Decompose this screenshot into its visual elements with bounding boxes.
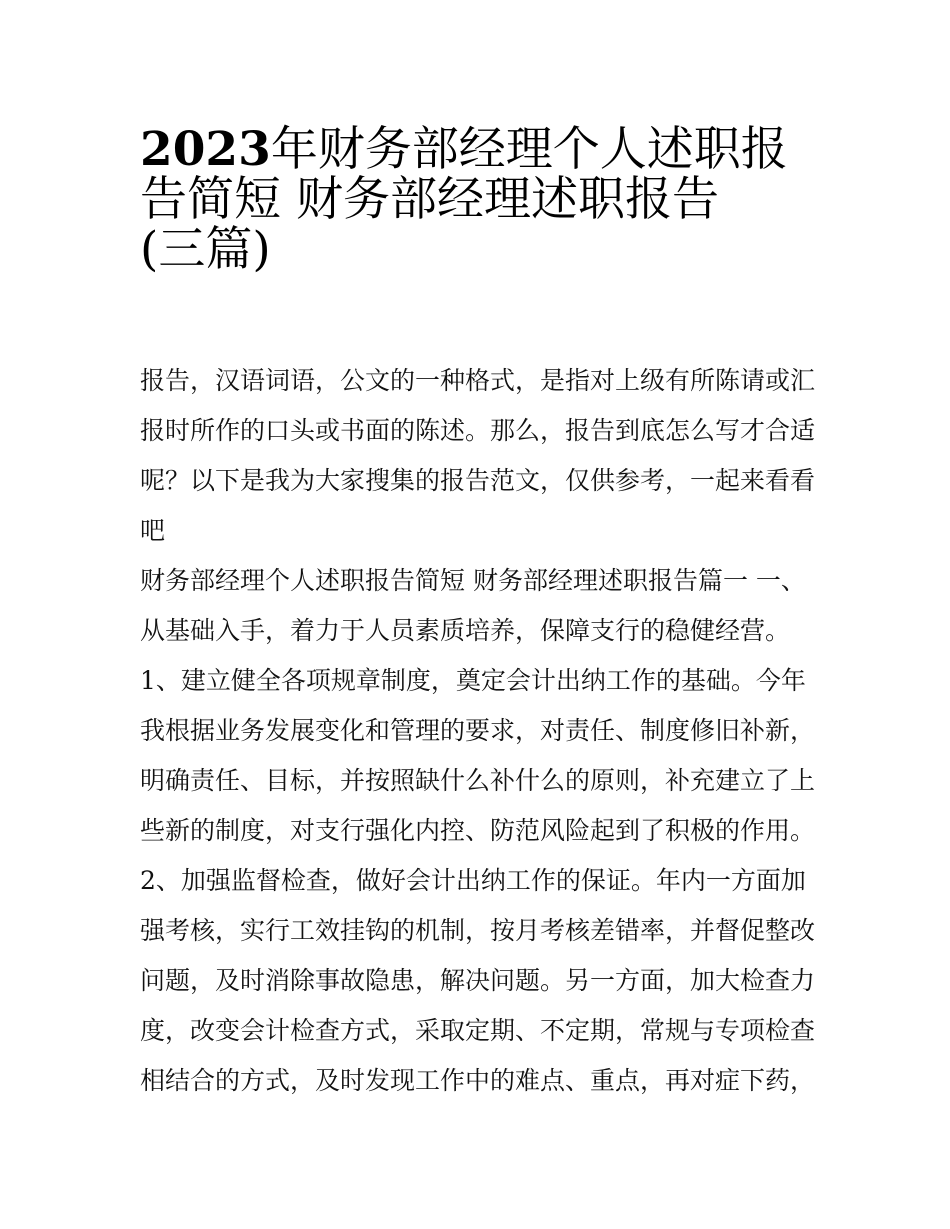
body-line: 2、加强监督检查，做好会计出纳工作的保证。年内一方面加 [140, 866, 806, 895]
body-line: 强考核，实行工效挂钩的机制，按月考核差错率，并督促整改 [140, 916, 816, 945]
body-line: 我根据业务发展变化和管理的要求，对责任、制度修旧补新， [140, 716, 816, 745]
title-line-2: 告简短 财务部经理述职报告 [140, 172, 719, 227]
body-line: 报告，汉语词语，公文的一种格式，是指对上级有所陈请或汇 [140, 366, 816, 395]
body-line: 呢？以下是我为大家搜集的报告范文，仅供参考，一起来看看 [140, 466, 816, 495]
body-line: 报时所作的口头或书面的陈述。那么，报告到底怎么写才合适 [140, 416, 816, 445]
body-line: 财务部经理个人述职报告简短 财务部经理述职报告篇一 一、 [140, 566, 806, 595]
title-year: 2023 [140, 122, 271, 177]
body-line: 明确责任、目标，并按照缺什么补什么的原则，补充建立了上 [140, 766, 816, 795]
body-line: 度，改变会计检查方式，采取定期、不定期，常规与专项检查 [140, 1016, 816, 1045]
document-title [140, 112, 820, 277]
body-line: 相结合的方式，及时发现工作中的难点、重点，再对症下药， [140, 1066, 816, 1095]
document-body [140, 356, 820, 1106]
body-line: 问题，及时消除事故隐患，解决问题。另一方面，加大检查力 [140, 966, 816, 995]
body-line: 1、建立健全各项规章制度，奠定会计出纳工作的基础。今年 [140, 666, 806, 695]
body-line: 吧 [140, 516, 166, 545]
title-line-1 [140, 112, 820, 177]
body-line: 从基础入手，着力于人员素质培养，保障支行的稳健经营。 [140, 616, 791, 645]
body-line: 些新的制度，对支行强化内控、防范风险起到了积极的作用。 [140, 816, 816, 845]
title-line-1-text: 年财务部经理个人述职报 [270, 122, 788, 177]
title-line-3: (三篇) [140, 222, 271, 277]
